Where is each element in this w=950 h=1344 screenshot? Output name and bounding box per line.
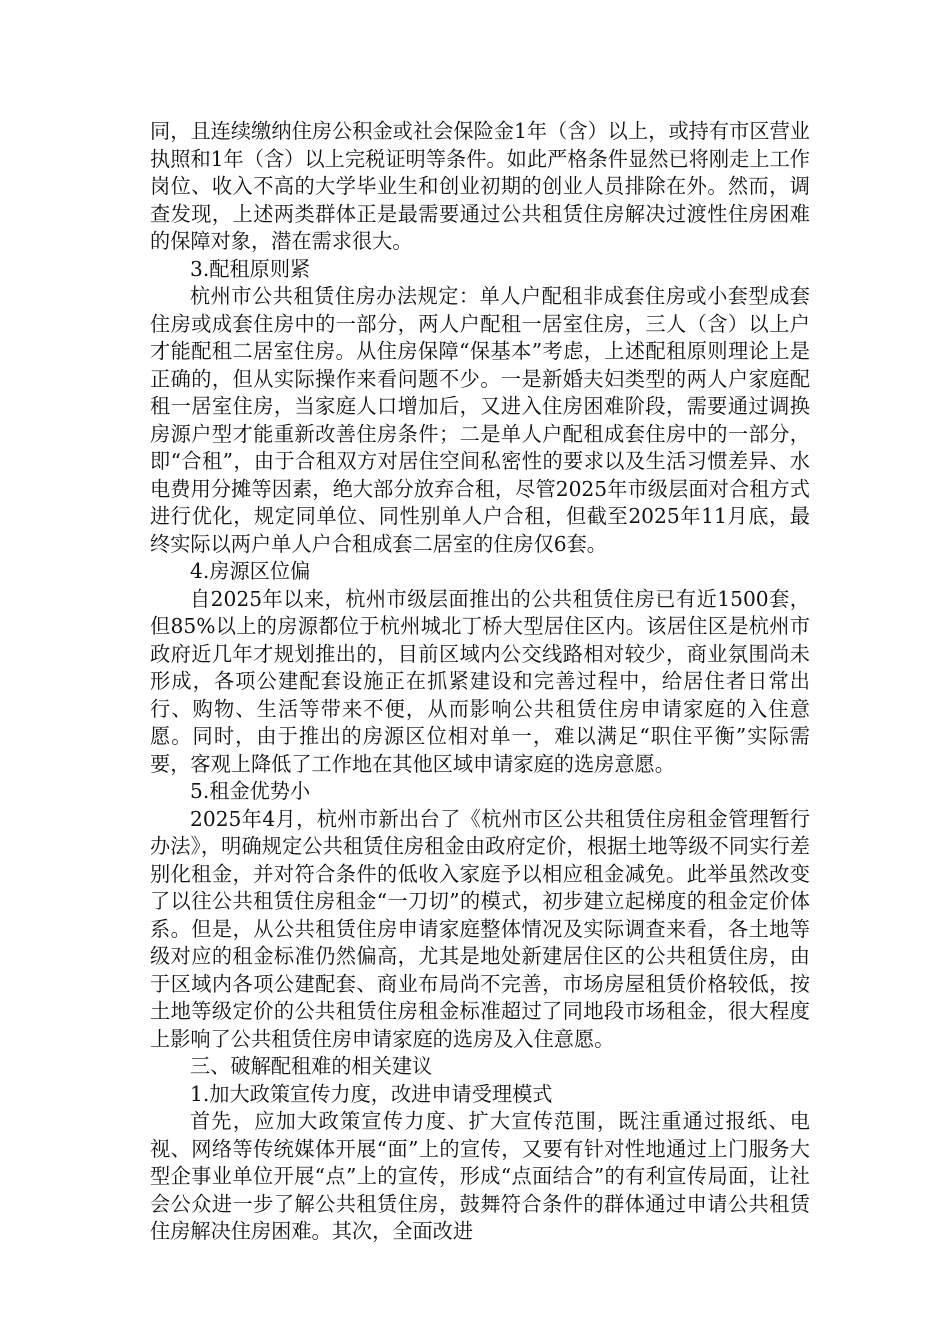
section-heading: 5.租金优势小 [190,779,311,803]
body-paragraph: 自2025年以来，杭州市级层面推出的公共租赁住房已有近1500套，但85%以上的房源都位于杭州城北丁桥大型居住区内。该居住区是杭州市政府近几年才规划推出的，目前区域内公交线路相对较少，商业氛围尚未形成，各项公建配套设施正在抓紧建设和完善过程中，给居住者日常出行、购物、生活等带来不便，从而影响公共租赁住房申请家庭的入住意愿。同时，由于推出的房源区位相对单一，难以满足“职住平衡”实际需要，客观上降低了工作地在其他区域申请家庭的选房意愿。 [150,586,810,776]
body-paragraph: 2025年4月，杭州市新出台了《杭州市区公共租赁住房租金管理暂行办法》，明确规定公共租赁住房租金由政府定价，根据土地等级不同实行差别化租金，并对符合条件的低收入家庭予以相应租金减免。此举虽然改变了以往公共租赁住房租金“一刀切”的模式，初步建立起梯度的租金定价体系。但是，从公共租赁住房申请家庭整体情况及实际调查来看，各土地等级对应的租金标准仍然偏高，尤其是地处新建居住区的公共租赁住房，由于区域内各项公建配套、商业布局尚不完善，市场房屋租赁价格较低，按土地等级定价的公共租赁住房租金标准超过了同地段市场租金，很大程度上影响了公共租赁住房申请家庭的选房及入住意愿。 [150,806,810,1051]
chapter-heading: 三、破解配租难的相关建议 [190,1054,433,1078]
body-paragraph: 杭州市公共租赁住房办法规定：单人户配租非成套住房或小套型成套住房或成套住房中的一部分，两人户配租一居室住房，三人（含）以上户才能配租二居室住房。从住房保障“保基本”考虑，上述配租原则理论上是正确的，但从实际操作来看问题不少。一是新婚夫妇类型的两人户家庭配租一居室住房，当家庭人口增加后，又进入住房困难阶段，需要通过调换房源户型才能重新改善住房条件；二是单人户配租成套住房中的一部分，即“合租”，由于合租双方对居住空间私密性的要求以及生活习惯差异、水电费用分摊等因素，绝大部分放弃合租，尽管2025年市级层面对合租方式进行优化，规定同单位、同性别单人户合租，但截至2025年11月底，最终实际以两户单人户合租成套二居室的住房仅6套。 [150,284,810,556]
section-heading: 3.配租原则紧 [190,256,311,281]
section-heading: 1.加大政策宣传力度，改进申请受理模式 [190,1081,553,1106]
body-paragraph: 同，且连续缴纳住房公积金或社会保险金1年（含）以上，或持有市区营业执照和1年（含）以上完税证明等条件。如此严格条件显然已将刚走上工作岗位、收入不高的大学毕业生和创业初期的创业人员排除在外。然而，调查发现，上述两类群体正是最需要通过公共租赁住房解决过渡性住房困难的保障对象，潜在需求很大。 [150,119,810,253]
document-page [150,118,810,1246]
body-paragraph: 首先，应加大政策宣传力度、扩大宣传范围，既注重通过报纸、电视、网络等传统媒体开展“面”上的宣传，又要有针对性地通过上门服务大型企事业单位开展“点”上的宣传，形成“点面结合”的有利宣传局面，让社会公众进一步了解公共租赁住房，鼓舞符合条件的群体通过申请公共租赁住房解决住房困难。其次，全面改进 [150,1109,810,1243]
section-heading: 4.房源区位偏 [190,559,311,583]
